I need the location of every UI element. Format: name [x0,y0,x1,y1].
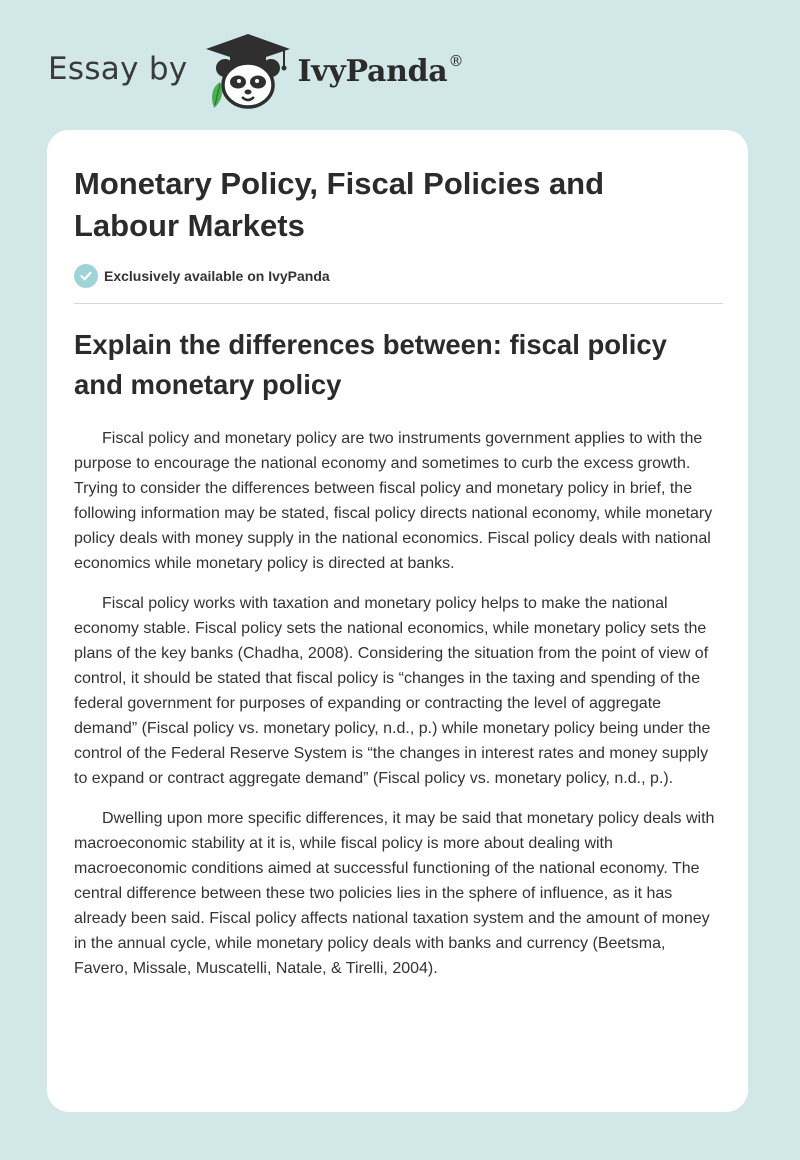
essay-card [47,130,748,1112]
checkmark-icon [74,264,98,288]
section-heading: Explain the differences between: fiscal policy and monetary policy [74,329,667,400]
exclusive-label: Exclusively available on IvyPanda [104,268,330,284]
panda-logo-icon[interactable] [202,32,294,112]
site-header [48,30,463,114]
paragraph: Fiscal policy and monetary policy are two instruments government applies to with the purpose to encourage the national economy and sometimes to curb the excess growth. Trying to consider the differences between fiscal policy and monetary policy in brief, the following information may be stated, fiscal policy directs national economy, while monetary policy deals with money supply in the national economics. Fiscal policy deals with national economics while monetary policy is directed at banks. [74,430,713,572]
registered-mark: ® [448,51,464,70]
exclusive-badge [74,264,330,288]
essay-body [74,426,721,996]
paragraph: Fiscal policy works with taxation and monetary policy helps to make the national economy stable. Fiscal policy sets the national economics, while monetary policy sets the plans of the key banks (Chadha, 2008). Considering the situation from the point of view of control, it should be stated that fiscal policy is “changes in the taxing and spending of the federal government for purposes of expanding or contracting the level of aggregate demand” (Fiscal policy vs. monetary policy, n.d., p.) while monetary policy being under the control of the Federal Reserve System is “the changes in interest rates and money supply to expand or contract aggregate demand” (Fiscal policy vs. monetary policy, n.d., p.). [74,595,711,787]
brand-name[interactable]: IvyPanda® [297,51,464,89]
divider [74,303,723,304]
page-title: Monetary Policy, Fiscal Policies and Labour Markets [74,166,605,243]
paragraph: Dwelling upon more specific differences, it may be said that monetary policy deals with macroeconomic stability at it is, while fiscal policy is more about dealing with macroeconomic conditions aimed at successful functioning of the national economy. The central difference between these two policies lies in the sphere of influence, as it has already been said. Fiscal policy affects national taxation system and the amount of money in the annual cycle, while monetary policy deals with banks and currency (Beetsma, Favero, Missale, Muscatelli, Natale, & Tirelli, 2004). [74,810,715,977]
essay-by-label: Essay by [48,51,188,87]
